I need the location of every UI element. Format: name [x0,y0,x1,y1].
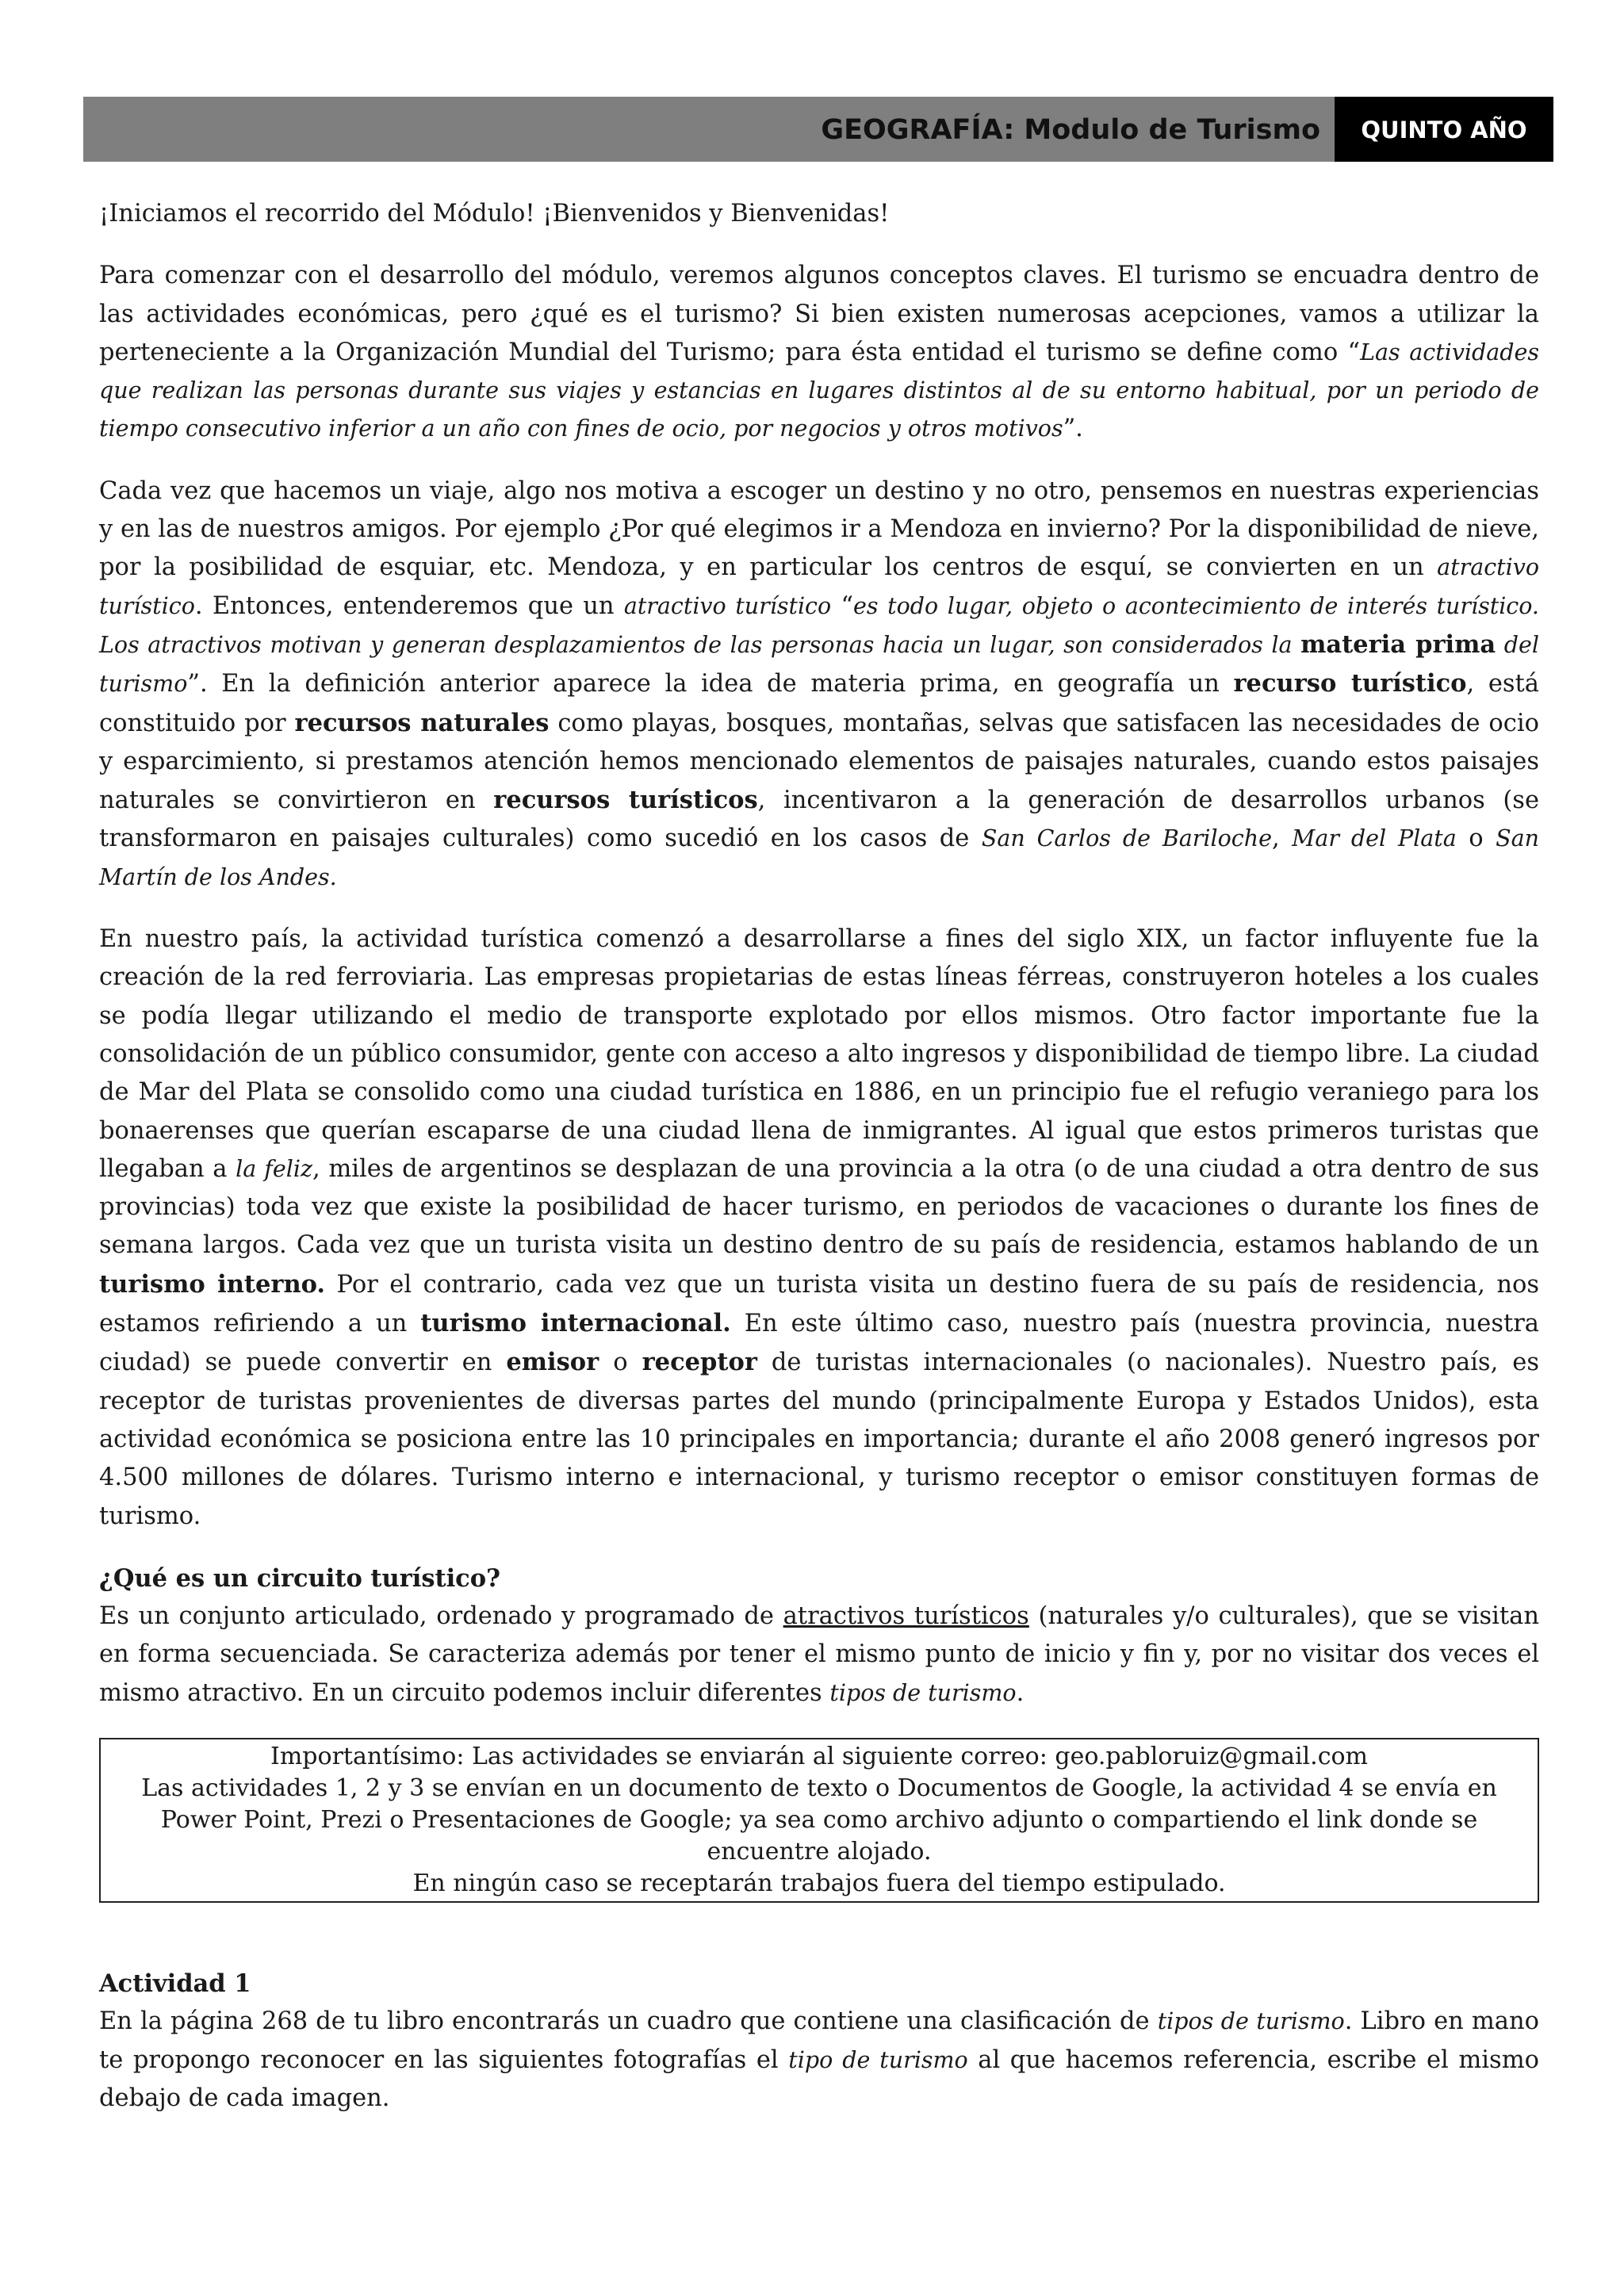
header-title: GEOGRAFÍA: Modulo de Turismo [821,114,1320,146]
notice-box [99,1738,1539,1903]
bold-term: recurso turístico [1233,669,1467,698]
text-run: En la página 268 de tu libro encontrarás un cuadro que contiene una clasificación de [99,2007,1158,2036]
italic-place: San Carlos de Bariloche [981,825,1272,852]
text-run: Es un conjunto articulado, ordenado y programado de [99,1602,783,1631]
text-run: . [1016,1678,1025,1707]
text-run: (naturales y/o culturales), que se visitan en forma secuenciada. Se caracteriza además por tener el mismo punto de inicio y fin y, por no visitar dos veces el mismo atractivo. En un circuito podemos incluir diferentes [99,1602,1539,1707]
text-run: En este último caso, nuestro país (nuestra provincia, nuestra ciudad) se puede convertir en [99,1310,1539,1377]
text-run: . Entonces, entenderemos que un [194,591,624,620]
italic-quote: del turismo [99,631,1539,698]
text-run: En nuestro país, la actividad turística comenzó a desarrollarse a fines del siglo XIX, un factor influyente fue la creación de la red ferroviaria. Las empresas propietarias de estas líneas férreas, construyeron hoteles a los cuales se podía llegar utilizando el medio de transporte explotado por ellos mismos. Otro factor importante fue la consolidación de un público consumidor, gente con acceso a alto ingresos y disponibilidad de tiempo libre. La ciudad de Mar del Plata se consolido como una ciudad turística en 1886, en un principio fue el refugio veraniego para los bonaerenses que querían escaparse de una ciudad llena de inmigrantes. Al igual que estos primeros turistas que llegaban a [99,925,1539,1183]
text-run: o [1456,825,1496,853]
bold-term: turismo internacional. [420,1309,731,1338]
activity1-heading: Actividad 1 [99,1969,251,1998]
text-run: “ [831,591,854,620]
circuit-heading: ¿Qué es un circuito turístico? [99,1563,500,1593]
intro-paragraph: ¡Iniciamos el recorrido del Módulo! ¡Bienvenidos y Bienvenidas! [99,200,890,228]
italic-term: la feliz [236,1155,312,1182]
document-body [99,195,1539,2118]
circuit-paragraph [99,1598,1539,1712]
italic-term: tipos de turismo [829,1679,1017,1706]
notice-email-line: Importantísimo: Las actividades se enviarán al siguiente correo: geo.pabloruiz@gmail.com [270,1742,1368,1770]
text-run: ”. En la definición anterior aparece la idea de materia prima, en geografía un [187,670,1234,698]
text-run: , miles de argentinos se desplazan de una provincia a la otra (o de una ciudad a otra dentro de sus provincias) toda vez que existe la posibilidad de hacer turismo, en periodos de vacaciones o durante los fines de semana largos. Cada vez que un turista visita un destino dentro de su país de residencia, estamos hablando de un [99,1154,1539,1260]
text-run: . Libro en mano te propongo reconocer en las siguientes fotografías el [99,2007,1539,2074]
bold-term: recursos turísticos [493,786,758,815]
bold-term: emisor [506,1348,599,1377]
text-run: , [1271,825,1293,853]
text-run: , está constituido por [99,670,1539,737]
notice-format-line: Las actividades 1, 2 y 3 se envían en un documento de texto o Documentos de Google, la actividad 4 se envía en Power Point, Prezi o Presentaciones de Google; ya sea como archivo adjunto o compartiendo el link donde se encuentre alojado. [141,1774,1497,1866]
history-paragraph [99,920,1539,1536]
notice-deadline-line: En ningún caso se receptarán trabajos fuera del tiempo estipulado. [412,1869,1226,1897]
italic-term: tipo de turismo [788,2046,968,2073]
header-bar [83,97,1335,162]
underlined-term: atractivos turísticos [783,1602,1029,1631]
text-run: de turistas internacionales (o nacionales). Nuestro país, es receptor de turistas provenientes de diversas partes del mundo (principalmente Europa y Estados Unidos), esta actividad económica se posiciona entre las 10 principales en importancia; durante el año 2008 generó ingresos por 4.500 millones de dólares. Turismo interno e internacional, y turismo receptor o emisor constituyen formas de turismo. [99,1349,1539,1530]
text-run: Cada vez que hacemos un viaje, algo nos motiva a escoger un destino y no otro, pensemos en nuestras experiencias y en las de nuestros amigos. Por ejemplo ¿Por qué elegimos ir a Mendoza en invierno? Por la disponibilidad de nieve, por la posibilidad de esquiar, etc. Mendoza, y en particular los centros de esquí, se convierten en un [99,476,1539,582]
bold-term: recursos naturales [294,708,550,737]
text-run: , incentivaron a la generación de desarrollos urbanos (se transformaron en paisajes culturales) como sucedió en los casos de [99,786,1539,853]
text-run: Por el contrario, cada vez que un turista visita un destino fuera de su país de residencia, nos estamos refiriendo a un [99,1270,1540,1338]
italic-place: San Martín de los Andes. [99,825,1539,890]
italic-term: atractivo turístico [623,592,832,619]
bold-term: receptor [642,1348,757,1377]
italic-term: atractivo turístico [99,554,1539,619]
text-run: ”. [1063,415,1083,443]
text-run: o [599,1349,642,1377]
text-run: como playas, bosques, montañas, selvas que satisfacen las necesidades de ocio y esparcimiento, si prestamos atención hemos mencionado elementos de paisajes naturales, cuando estos paisajes naturales se convirtieron en [99,709,1539,815]
italic-place: Mar del Plata [1292,825,1457,852]
text-run: al que hacemos referencia, escribe el mismo debajo de cada imagen. [99,2045,1539,2112]
bold-term: turismo interno. [99,1269,326,1299]
italic-quote: es todo lugar, objeto o acontecimiento de interés turístico. Los atractivos motivan y generan desplazamientos de las personas hacia un lugar, son considerados la [99,592,1539,658]
text-run: Para comenzar con el desarrollo del módulo, veremos algunos conceptos claves. El turismo se encuadra dentro de las actividades económicas, pero ¿qué es el turismo? Si bien existen numerosas acepciones, vamos a utilizar la perteneciente a la Organización Mundial del Turismo; para ésta entidad el turismo se define como “ [99,262,1539,366]
italic-term: tipos de turismo [1157,2008,1345,2035]
definition-quote: Las actividades que realizan las personas durante sus viajes y estancias en lugares distintos al de su entorno habitual, por un periodo de tiempo consecutivo inferior a un año con fines de ocio, por negocios y otros motivos [99,339,1540,442]
activity1-paragraph [99,2003,1539,2118]
definition-paragraph [99,257,1539,448]
bold-term: materia prima [1300,629,1496,659]
attraction-paragraph [99,473,1539,897]
header-badge: QUINTO AÑO [1335,97,1553,162]
